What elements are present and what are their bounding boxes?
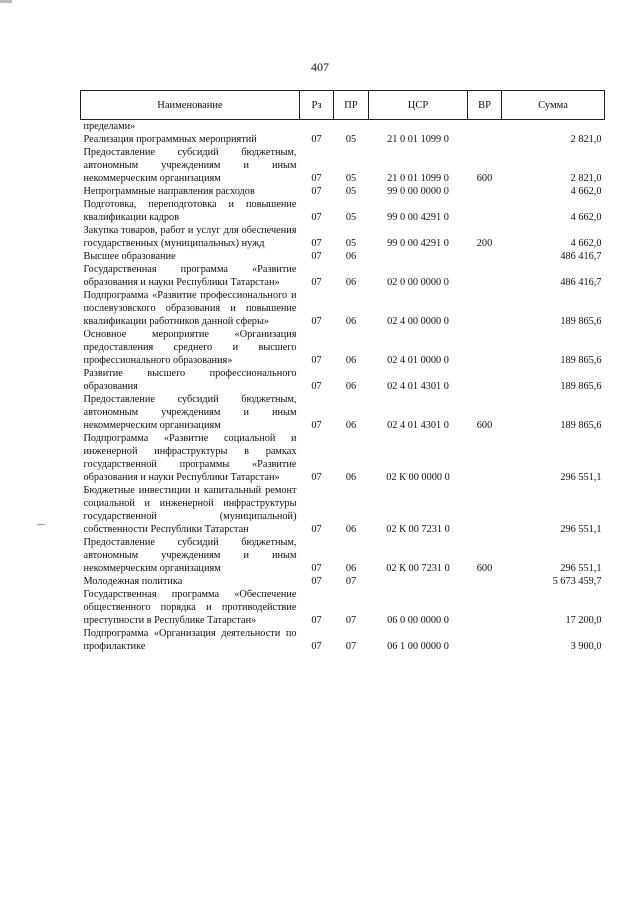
table-row (81, 536, 605, 575)
cell-sum: 486 416,7 (560, 277, 602, 288)
cell-csr: 02 К 00 7231 0 (386, 524, 450, 535)
cell-csr: 02 К 00 0000 0 (386, 472, 450, 483)
scan-artifact (37, 524, 45, 525)
cell-csr: 02 4 00 0000 0 (387, 316, 449, 327)
header-csr: ЦСР (369, 91, 468, 120)
cell-pr: 06 (345, 355, 357, 366)
cell-sum: 4 662,0 (570, 212, 602, 223)
cell-name: Подпрограмма «Развитие профессионального и послевузовского образования и повышение квалификации работников данной сферы» (83, 290, 297, 327)
cell-vr (468, 263, 502, 289)
cell-sum: 4 662,0 (570, 186, 602, 197)
cell-vr (468, 289, 502, 328)
cell-pr: 06 (345, 472, 357, 483)
table-row (81, 627, 605, 653)
cell-name: Предоставление субсидий бюджетным, автономным учреждениям и иным некоммерческим организациям (83, 537, 297, 574)
cell-pr: 06 (345, 381, 357, 392)
cell-rz: 07 (311, 615, 322, 626)
cell-name: Основное мероприятие «Организация предоставления среднего и высшего профессионального образования» (83, 329, 297, 366)
cell-csr: 02 0 00 0000 0 (387, 277, 449, 288)
cell-pr (334, 120, 369, 134)
cell-csr: 21 0 01 1099 0 (387, 173, 449, 184)
cell-vr: 600 (476, 173, 493, 184)
cell-vr (468, 367, 502, 393)
cell-vr (468, 133, 502, 146)
cell-csr: 06 1 00 0000 0 (387, 641, 449, 652)
table-row (81, 575, 605, 588)
cell-rz: 07 (311, 238, 322, 249)
table-row (81, 289, 605, 328)
cell-rz: 07 (311, 251, 322, 262)
header-rz: Рз (300, 91, 334, 120)
cell-rz: 07 (311, 641, 322, 652)
cell-name: Подпрограмма «Организация деятельности по профилактике (83, 628, 297, 652)
cell-pr: 05 (345, 212, 357, 223)
table-row (81, 250, 605, 263)
page-number: 407 (311, 60, 329, 74)
cell-csr (369, 120, 468, 134)
cell-sum: 486 416,7 (560, 251, 602, 262)
cell-vr (468, 432, 502, 484)
cell-rz: 07 (311, 212, 322, 223)
cell-name: Высшее образование (83, 251, 176, 262)
cell-sum: 3 900,0 (570, 641, 602, 652)
cell-csr: 99 0 00 0000 0 (387, 186, 449, 197)
cell-pr: 07 (345, 576, 357, 587)
cell-vr (468, 250, 502, 263)
cell-sum: 189 865,6 (560, 381, 602, 392)
cell-csr: 21 0 01 1099 0 (387, 134, 449, 145)
cell-csr: 02 4 01 4301 0 (387, 420, 449, 431)
cell-sum: 296 551,1 (560, 524, 602, 535)
table-body (81, 120, 605, 654)
cell-pr: 05 (345, 134, 357, 145)
cell-rz: 07 (311, 316, 322, 327)
table-row (81, 133, 605, 146)
budget-table (80, 90, 605, 653)
cell-sum: 4 662,0 (570, 238, 602, 249)
cell-pr: 06 (345, 524, 357, 535)
cell-csr: 99 0 00 4291 0 (387, 212, 449, 223)
cell-name: Развитие высшего профессионального образования (83, 368, 297, 392)
cell-sum: 189 865,6 (560, 420, 602, 431)
table-row (81, 146, 605, 185)
cell-sum: 296 551,1 (560, 472, 602, 483)
cell-csr (369, 575, 468, 588)
cell-vr (468, 198, 502, 224)
cell-rz: 07 (311, 563, 322, 574)
cell-rz: 07 (311, 277, 322, 288)
cell-name: Предоставление субсидий бюджетным, автономным учреждениям и иным некоммерческим организациям (83, 147, 297, 184)
table-row (81, 185, 605, 198)
table-row (81, 198, 605, 224)
cell-pr: 07 (345, 615, 357, 626)
cell-pr: 06 (345, 316, 357, 327)
cell-sum: 189 865,6 (560, 316, 602, 327)
table-row (81, 432, 605, 484)
cell-csr: 02 4 01 4301 0 (387, 381, 449, 392)
cell-pr: 07 (345, 641, 357, 652)
cell-vr: 600 (476, 563, 493, 574)
cell-vr (468, 575, 502, 588)
cell-vr (468, 185, 502, 198)
cell-csr: 99 0 00 4291 0 (387, 238, 449, 249)
cell-name: Реализация программных мероприятий (83, 134, 257, 145)
cell-vr (468, 120, 502, 134)
cell-vr (468, 588, 502, 627)
cell-csr (369, 250, 468, 263)
cell-vr (468, 484, 502, 536)
cell-name: Закупка товаров, работ и услуг для обеспечения государственных (муниципальных) нужд (83, 225, 297, 249)
cell-sum (502, 120, 605, 134)
table-row (81, 263, 605, 289)
cell-sum: 2 821,0 (570, 173, 602, 184)
cell-rz: 07 (311, 420, 322, 431)
cell-rz: 07 (311, 524, 322, 535)
table-row (81, 588, 605, 627)
table-header-row (81, 91, 605, 120)
header-pr: ПР (334, 91, 369, 120)
cell-sum: 17 200,0 (565, 615, 602, 626)
cell-pr: 05 (345, 173, 357, 184)
table-row (81, 484, 605, 536)
cell-rz: 07 (311, 576, 322, 587)
cell-vr: 200 (476, 238, 493, 249)
cell-name: пределами» (83, 121, 136, 132)
cell-rz: 07 (311, 472, 322, 483)
cell-rz: 07 (311, 134, 322, 145)
cell-rz: 07 (311, 355, 322, 366)
table-row (81, 120, 605, 134)
cell-pr: 06 (345, 420, 357, 431)
cell-vr (468, 627, 502, 653)
cell-name: Государственная программа «Обеспечение общественного порядка и противодействие преступности в Республике Татарстан» (83, 589, 297, 626)
cell-rz (300, 120, 334, 134)
cell-vr: 600 (476, 420, 493, 431)
cell-sum: 5 673 459,7 (552, 576, 602, 587)
cell-rz: 07 (311, 381, 322, 392)
cell-csr: 02 4 01 0000 0 (387, 355, 449, 366)
cell-sum: 189 865,6 (560, 355, 602, 366)
cell-name: Предоставление субсидий бюджетным, автономным учреждениям и иным некоммерческим организациям (83, 394, 297, 431)
table-row (81, 224, 605, 250)
cell-name: Молодежная политика (83, 576, 183, 587)
cell-csr: 06 0 00 0000 0 (387, 615, 449, 626)
cell-pr: 05 (345, 186, 357, 197)
cell-name: Подпрограмма «Развитие социальной и инженерной инфраструктуры в рамках государственной программы «Развитие образования и науки Республики Татарстан» (83, 433, 297, 483)
cell-name: Бюджетные инвестиции и капитальный ремонт социальной и инженерной инфраструктуры государственной (муниципальной) собственности Республики Татарстан (83, 485, 297, 535)
cell-rz: 07 (311, 186, 322, 197)
cell-pr: 06 (345, 251, 357, 262)
header-sum: Сумма (502, 91, 605, 120)
cell-sum: 296 551,1 (560, 563, 602, 574)
table-row (81, 393, 605, 432)
cell-rz: 07 (311, 173, 322, 184)
table-row (81, 367, 605, 393)
table-row (81, 328, 605, 367)
header-name: Наименование (81, 91, 300, 120)
scan-edge-mark (0, 0, 12, 3)
cell-pr: 06 (345, 277, 357, 288)
cell-sum: 2 821,0 (570, 134, 602, 145)
cell-name: Государственная программа «Развитие образования и науки Республики Татарстан» (83, 264, 297, 288)
header-vr: ВР (468, 91, 502, 120)
cell-pr: 05 (345, 238, 357, 249)
cell-name: Непрограммные направления расходов (83, 186, 255, 197)
cell-pr: 06 (345, 563, 357, 574)
cell-vr (468, 328, 502, 367)
cell-csr: 02 К 00 7231 0 (386, 563, 450, 574)
cell-name: Подготовка, переподготовка и повышение квалификации кадров (83, 199, 297, 223)
